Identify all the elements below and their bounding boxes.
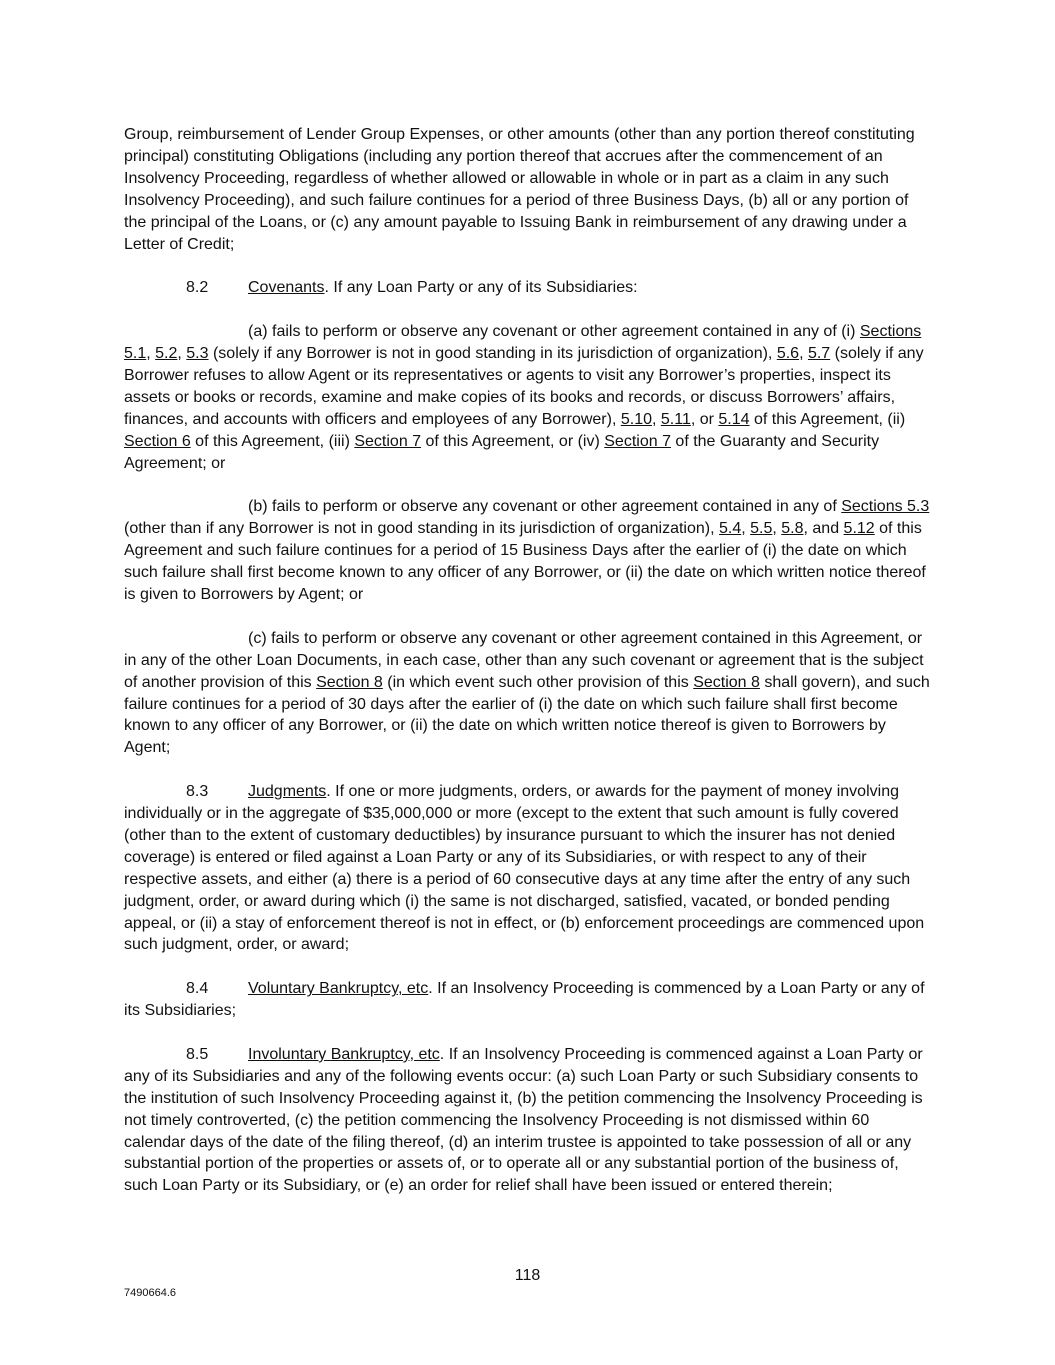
section-paragraph (124, 277, 934, 299)
text-run: of this Agreement, (iii) (190, 432, 355, 450)
text-run: . If any Loan Party or any of its Subsidiaries: (324, 279, 638, 297)
cross-reference: 5.4 (718, 520, 742, 538)
text-run: . If one or more judgments, orders, or awards for the payment of money involving individually or in the aggregate of $35,000,000 or more (except to the extent that such amount is fully covered (other than to the extent of customary deductibles) by insurance pursuant to which the insurer has not denied coverage) is entered or filed against a Loan Party or any of its Subsidiaries, or with respect to any of their respective assets, and either (a) there is a period of 60 consecutive days at any time after the entry of any such judgment, order, or award during which (i) the same is not discharged, satisfied, vacated, or bonded pending appeal, or (ii) a stay of enforcement thereof is not in effect, or (b) enforcement proceedings are commenced upon such judgment, order, or award; (124, 783, 925, 954)
text-run: (solely if any Borrower is not in good standing in its jurisdiction of organization), (208, 345, 777, 363)
text-run: (in which event such other provision of this (382, 673, 694, 691)
cross-reference: Section 6 (124, 432, 191, 450)
text-run: of the Guaranty and Security Agreement; or (124, 432, 880, 472)
text-run: of this Agreement, (ii) (749, 410, 906, 428)
cross-reference: 5.12 (843, 520, 875, 538)
section-title: Judgments (248, 783, 327, 801)
cross-reference: Section 7 (354, 432, 422, 450)
cross-reference: 5.7 (807, 345, 831, 363)
subsection-paragraph (124, 628, 934, 759)
text-run: , and (803, 520, 844, 538)
text-run: Group, reimbursement of Lender Group Expenses, or other amounts (other than any portion thereof constituting principal) constituting Obligations (including any portion thereof that accrues after the commencement of an Insolvency Proceeding, regardless of whether allowed or allowable in whole or in part as a claim in any such Insolvency Proceeding), and such failure continues for a period of three Business Days, (b) all or any portion of the principal of the Loans, or (c) any amount payable to Issuing Bank in reimbursement of any drawing under a Letter of Credit; (124, 126, 915, 253)
text-run: , or (690, 410, 719, 428)
section-title: Involuntary Bankruptcy, etc (248, 1045, 440, 1063)
text-run: , (772, 520, 782, 538)
cross-reference: Section 7 (604, 432, 671, 450)
text-run: , (741, 520, 751, 538)
section-number: 8.5 (186, 1045, 209, 1063)
section-title: Covenants (248, 279, 325, 297)
text-run: . If an Insolvency Proceeding is commenced by a Loan Party or any of its Subsidiaries; (124, 980, 925, 1020)
cross-reference: 5.2 (155, 345, 178, 363)
text-run: of this Agreement, or (iv) (421, 432, 605, 450)
subsection-paragraph (124, 321, 934, 474)
section-paragraph (124, 1044, 934, 1197)
text-run: (other than if any Borrower is not in good standing in its jurisdiction of organization), (124, 520, 719, 538)
cross-reference: Section 8 (693, 673, 760, 691)
document-id: 7490664.6 (124, 1287, 176, 1299)
text-run: shall govern), and such failure continues for a period of 30 days after the earlier of (i) the date on which such failure shall first become known to any officer of any Borrower, or (ii) the date on which written notice thereof is given to Borrowers by Agent; (124, 673, 930, 757)
cross-reference: 5.10 (620, 410, 652, 428)
cross-reference: 5.6 (776, 345, 800, 363)
section-number: 8.3 (186, 783, 209, 801)
document-body (124, 124, 934, 1219)
cross-reference: 5.5 (750, 520, 773, 538)
cross-reference: Sections 5.3 (841, 498, 930, 516)
cross-reference: 5.8 (781, 520, 804, 538)
cross-reference: 5.3 (186, 345, 209, 363)
text-run: , (652, 410, 661, 428)
text-run: , (146, 345, 156, 363)
text-run: (c) fails to perform or observe any covenant or other agreement contained in this Agreement, or in any of the other Loan Documents, in each case, other than any such covenant or agreement that is the subject of another provision of this (124, 629, 924, 691)
text-run: (a) fails to perform or observe any covenant or other agreement contained in any of (i) (248, 323, 860, 341)
text-run: (solely if any Borrower refuses to allow Agent or its representatives or agents to visit any Borrower’s properties, inspect its assets or books or records, examine and make copies of its books and records, or discuss Borrowers’ affairs, finances, and accounts with officers and employees of any Borrower), (124, 345, 924, 428)
subsection-paragraph (124, 496, 934, 606)
text-run: of this Agreement and such failure continues for a period of 15 Business Days after the earlier of (i) the date on which such failure shall first become known to any officer of any Borrower, or (ii) the date on which written notice thereof is given to Borrowers by Agent; or (124, 520, 926, 603)
cross-reference: Section 8 (316, 673, 383, 691)
cross-reference: 5.11 (660, 410, 691, 428)
cross-reference: 5.1 (124, 345, 147, 363)
section-number: 8.2 (186, 279, 209, 297)
text-run: , (177, 345, 187, 363)
section-number: 8.4 (186, 980, 209, 998)
page-number: 118 (514, 1267, 541, 1284)
section-paragraph (124, 978, 934, 1022)
section-title: Voluntary Bankruptcy, etc (248, 980, 429, 998)
paragraph (124, 124, 934, 255)
text-run: (b) fails to perform or observe any covenant or other agreement contained in any of (248, 498, 842, 516)
text-run: , (799, 345, 808, 363)
cross-reference: 5.14 (718, 410, 750, 428)
cross-reference: Sections (859, 323, 922, 341)
section-paragraph (124, 781, 934, 956)
text-run: . If an Insolvency Proceeding is commenced against a Loan Party or any of its Subsidiaries and any of the following events occur: (a) such Loan Party or such Subsidiary consents to the institution of such Insolvency Proceeding against it, (b) the petition commencing the Insolvency Proceeding is not timely controverted, (c) the petition commencing the Insolvency Proceeding is not dismissed within 60 calendar days of the date of the filing thereof, (d) an interim trustee is appointed to take possession of all or any substantial portion of the properties or assets of, or to operate all or any substantial portion of the business of, such Loan Party or its Subsidiary, or (e) an order for relief shall have been issued or entered therein; (124, 1045, 923, 1195)
